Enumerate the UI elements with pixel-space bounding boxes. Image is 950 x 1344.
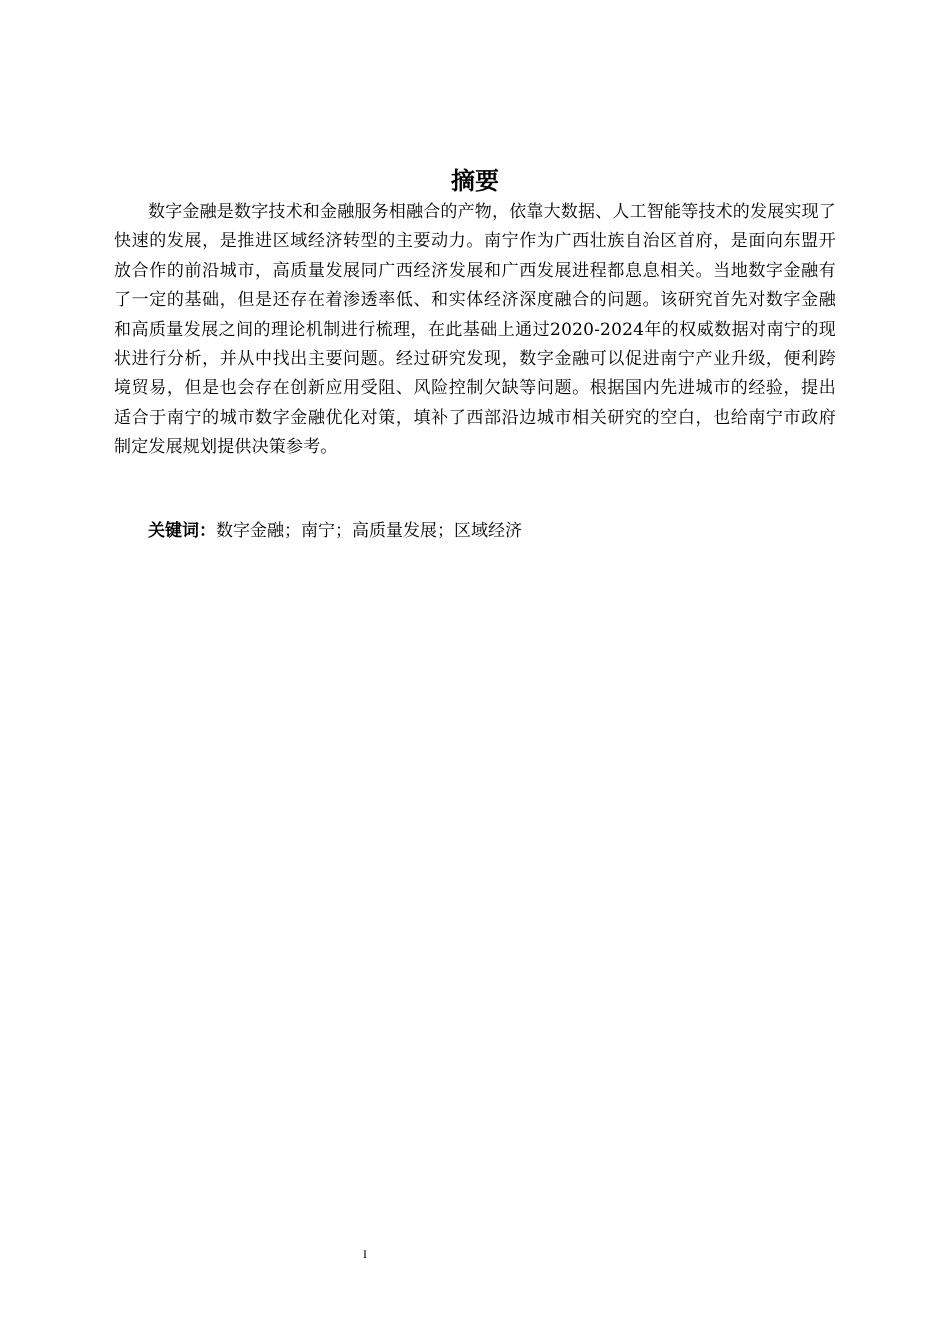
abstract-title: 摘要 — [451, 167, 499, 195]
keywords-list: 数字金融；南宁；高质量发展；区域经济 — [216, 521, 522, 541]
page-number: I — [363, 1247, 367, 1261]
keywords-line — [148, 517, 836, 546]
keywords-label: 关键词： — [148, 521, 216, 541]
abstract-body: 数字金融是数字技术和金融服务相融合的产物，依靠大数据、人工智能等技术的发展实现了快速的发展，是推进区域经济转型的主要动力。南宁作为广西壮族自治区首府，是面向东盟开放合作的前沿城市，高质量发展同广西经济发展和广西发展进程都息息相关。当地数字金融有了一定的基础，但是还存在着渗透率低、和实体经济深度融合的问题。该研究首先对数字金融和高质量发展之间的理论机制进行梳理，在此基础上通过2020-2024年的权威数据对南宁的现状进行分析，并从中找出主要问题。经过研究发现，数字金融可以促进南宁产业升级，便利跨境贸易，但是也会存在创新应用受阻、风险控制欠缺等问题。根据国内先进城市的经验，提出适合于南宁的城市数字金融优化对策，填补了西部沿边城市相关研究的空白，也给南宁市政府制定发展规划提供决策参考。 — [114, 202, 836, 458]
